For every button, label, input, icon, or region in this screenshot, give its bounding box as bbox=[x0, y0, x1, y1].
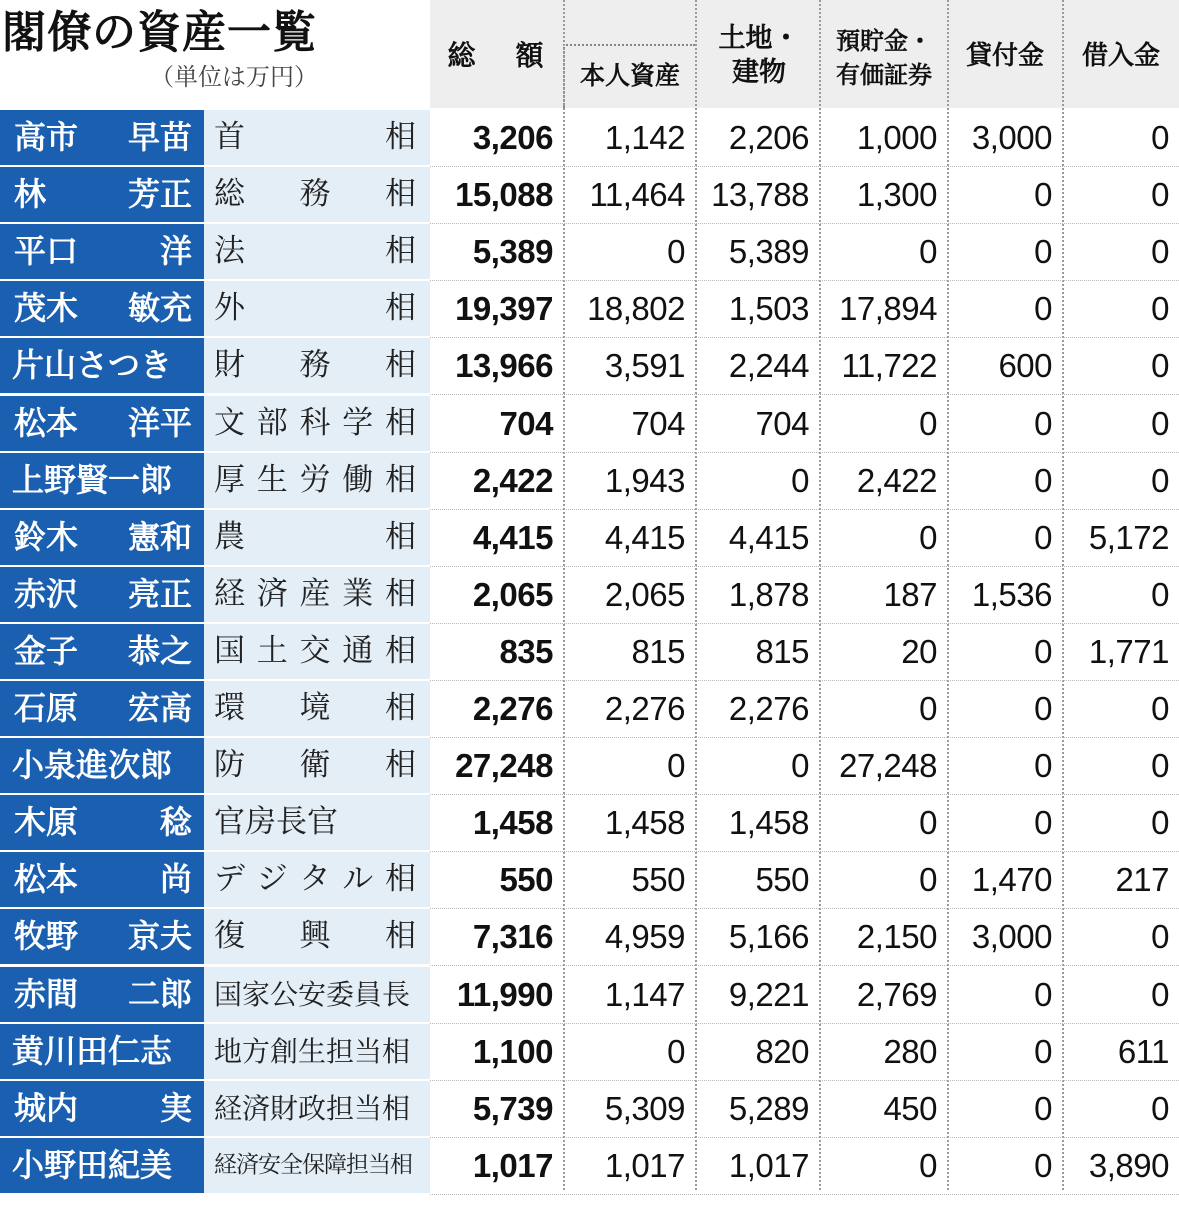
minister-surname: 平口 bbox=[14, 232, 79, 271]
minister-name-cell bbox=[0, 681, 204, 736]
land-buildings-cell: 815 bbox=[755, 632, 809, 670]
minister-name-cell bbox=[0, 967, 204, 1022]
savings-securities-cell: 0 bbox=[919, 861, 937, 899]
minister-surname: 松本 bbox=[14, 403, 79, 442]
minister-surname: 黄川田仁志 bbox=[12, 1031, 173, 1070]
minister-name-cell bbox=[0, 1138, 204, 1193]
minister-given-name: 二郎 bbox=[127, 974, 192, 1013]
minister-post-cell: 地方創生担当相 bbox=[204, 1024, 430, 1079]
land-buildings-cell: 5,289 bbox=[728, 1089, 809, 1127]
borrowings-cell: 0 bbox=[1151, 1089, 1169, 1127]
table-row bbox=[0, 396, 1179, 453]
land-buildings-cell: 0 bbox=[791, 747, 809, 785]
total-cell: 2,065 bbox=[472, 575, 553, 613]
minister-surname: 石原 bbox=[14, 689, 79, 727]
total-cell: 11,990 bbox=[456, 975, 553, 1013]
total-cell: 3,206 bbox=[472, 119, 553, 156]
borrowings-cell: 0 bbox=[1151, 804, 1169, 842]
land-buildings-cell: 4,415 bbox=[728, 518, 809, 556]
loans-cell: 0 bbox=[1034, 404, 1052, 442]
minister-name-cell bbox=[0, 281, 204, 336]
loans-cell: 0 bbox=[1034, 1089, 1052, 1127]
savings-securities-cell: 0 bbox=[919, 404, 937, 442]
header-savings-securities: 預貯金・ 有価証券 bbox=[836, 27, 932, 89]
table-row bbox=[0, 795, 1179, 852]
table-row bbox=[0, 1081, 1179, 1138]
borrowings-cell: 0 bbox=[1151, 233, 1169, 271]
row-divider bbox=[430, 1194, 1179, 1195]
total-cell: 835 bbox=[499, 632, 553, 670]
total-cell: 704 bbox=[499, 404, 553, 442]
minister-surname: 木原 bbox=[14, 803, 79, 842]
personal-assets-cell: 1,017 bbox=[604, 1146, 685, 1184]
table-row bbox=[0, 567, 1179, 624]
loans-cell: 1,536 bbox=[971, 575, 1052, 613]
personal-assets-cell: 2,276 bbox=[604, 690, 685, 727]
land-buildings-cell: 704 bbox=[755, 404, 809, 442]
minister-name-cell bbox=[0, 110, 204, 165]
header-borrowings: 借入金 bbox=[1081, 41, 1160, 71]
loans-cell: 0 bbox=[1034, 1146, 1052, 1184]
minister-name-cell bbox=[0, 909, 204, 964]
minister-given-name: 京夫 bbox=[127, 917, 192, 956]
minister-name-cell bbox=[0, 567, 204, 622]
personal-assets-cell: 1,943 bbox=[604, 461, 685, 499]
minister-given-name: 敏充 bbox=[127, 289, 192, 328]
borrowings-cell: 0 bbox=[1151, 176, 1169, 214]
total-cell: 1,017 bbox=[472, 1146, 553, 1184]
table-row bbox=[0, 967, 1179, 1024]
savings-securities-cell: 2,150 bbox=[856, 918, 937, 956]
minister-given-name: 芳正 bbox=[127, 175, 192, 214]
savings-securities-cell: 0 bbox=[919, 518, 937, 556]
minister-surname: 茂木 bbox=[14, 289, 79, 328]
personal-assets-cell: 11,464 bbox=[589, 176, 685, 214]
minister-given-name: 宏高 bbox=[127, 689, 192, 727]
total-cell: 27,248 bbox=[455, 747, 553, 785]
minister-name-cell bbox=[0, 396, 204, 451]
borrowings-cell: 0 bbox=[1151, 290, 1169, 328]
loans-cell: 0 bbox=[1034, 747, 1052, 785]
minister-post-cell: 官房長官 bbox=[204, 795, 430, 850]
total-cell: 13,966 bbox=[455, 347, 553, 385]
personal-assets-cell: 4,959 bbox=[604, 918, 685, 956]
minister-given-name: 稔 bbox=[159, 803, 192, 842]
loans-cell: 0 bbox=[1034, 461, 1052, 499]
minister-given-name: 洋平 bbox=[127, 403, 192, 442]
page-title: 閣僚の資産一覧 bbox=[2, 7, 317, 58]
table-row bbox=[0, 1138, 1179, 1195]
minister-given-name: 憲和 bbox=[127, 517, 192, 556]
total-cell: 2,422 bbox=[472, 461, 553, 499]
loans-cell: 3,000 bbox=[971, 119, 1052, 156]
savings-securities-cell: 2,769 bbox=[856, 975, 937, 1013]
table-row bbox=[0, 224, 1179, 281]
loans-cell: 0 bbox=[1034, 632, 1052, 670]
minister-surname: 金子 bbox=[14, 631, 79, 670]
personal-assets-cell: 1,458 bbox=[604, 804, 685, 842]
borrowings-cell: 3,890 bbox=[1088, 1146, 1169, 1184]
borrowings-cell: 0 bbox=[1151, 690, 1169, 727]
land-buildings-cell: 1,017 bbox=[728, 1146, 809, 1184]
minister-post-cell: 総 務 相 bbox=[204, 167, 430, 222]
table-row bbox=[0, 909, 1179, 966]
personal-assets-cell: 815 bbox=[631, 632, 685, 670]
table-row bbox=[0, 681, 1179, 738]
savings-securities-cell: 0 bbox=[919, 804, 937, 842]
minister-name-cell bbox=[0, 224, 204, 279]
minister-post-cell: 経済安全保障担当相 bbox=[204, 1138, 430, 1193]
loans-cell: 1,470 bbox=[971, 861, 1052, 899]
personal-assets-cell: 5,309 bbox=[604, 1089, 685, 1127]
personal-assets-cell: 4,415 bbox=[604, 518, 685, 556]
savings-securities-cell: 11,722 bbox=[841, 347, 937, 385]
land-buildings-cell: 5,166 bbox=[728, 918, 809, 956]
table-row bbox=[0, 281, 1179, 338]
table-row bbox=[0, 738, 1179, 795]
minister-surname: 小野田紀美 bbox=[12, 1145, 173, 1184]
total-cell: 2,276 bbox=[472, 690, 553, 727]
unit-label: （単位は万円） bbox=[150, 63, 318, 91]
minister-surname: 鈴木 bbox=[14, 517, 79, 556]
land-buildings-cell: 5,389 bbox=[728, 233, 809, 271]
minister-given-name: 亮正 bbox=[127, 574, 192, 613]
savings-securities-cell: 450 bbox=[883, 1089, 937, 1127]
total-cell: 19,397 bbox=[455, 290, 553, 328]
minister-surname: 赤沢 bbox=[14, 574, 79, 613]
personal-assets-cell: 704 bbox=[631, 404, 685, 442]
loans-cell: 0 bbox=[1034, 518, 1052, 556]
total-cell: 5,389 bbox=[472, 233, 553, 271]
personal-assets-cell: 1,142 bbox=[604, 119, 685, 156]
personal-assets-cell: 1,147 bbox=[604, 975, 685, 1013]
minister-name-cell bbox=[0, 852, 204, 907]
personal-assets-cell: 0 bbox=[667, 1032, 685, 1070]
minister-name-cell bbox=[0, 624, 204, 679]
savings-securities-cell: 17,894 bbox=[839, 290, 937, 328]
total-cell: 7,316 bbox=[472, 918, 553, 956]
savings-securities-cell: 1,000 bbox=[856, 119, 937, 156]
minister-post-cell: 国 土 交 通 相 bbox=[204, 624, 430, 679]
loans-cell: 0 bbox=[1034, 975, 1052, 1013]
borrowings-cell: 0 bbox=[1151, 918, 1169, 956]
personal-assets-cell: 0 bbox=[667, 233, 685, 271]
total-cell: 15,088 bbox=[455, 176, 553, 214]
savings-securities-cell: 20 bbox=[901, 632, 937, 670]
total-cell: 5,739 bbox=[472, 1089, 553, 1127]
land-buildings-cell: 1,458 bbox=[728, 804, 809, 842]
minister-post-cell: 農 相 bbox=[204, 510, 430, 565]
table-row bbox=[0, 1024, 1179, 1081]
personal-assets-cell: 3,591 bbox=[604, 347, 685, 385]
total-cell: 1,458 bbox=[472, 804, 553, 842]
minister-name-cell bbox=[0, 338, 204, 393]
minister-post-cell: 経 済 産 業 相 bbox=[204, 567, 430, 622]
loans-cell: 600 bbox=[998, 347, 1052, 385]
personal-assets-cell: 550 bbox=[631, 861, 685, 899]
minister-surname: 松本 bbox=[14, 860, 79, 899]
minister-surname: 上野賢一郎 bbox=[12, 460, 173, 499]
borrowings-cell: 0 bbox=[1151, 575, 1169, 613]
borrowings-cell: 0 bbox=[1151, 119, 1169, 156]
minister-post-cell: 文 部 科 学 相 bbox=[204, 396, 430, 451]
header-loans: 貸付金 bbox=[965, 41, 1044, 71]
table-row bbox=[0, 624, 1179, 681]
minister-surname: 林 bbox=[14, 175, 47, 214]
loans-cell: 0 bbox=[1034, 233, 1052, 271]
land-buildings-cell: 1,503 bbox=[728, 290, 809, 328]
minister-given-name: 尚 bbox=[159, 860, 192, 899]
minister-post-cell: 財 務 相 bbox=[204, 338, 430, 393]
minister-post-cell: 復 興 相 bbox=[204, 909, 430, 964]
borrowings-cell: 0 bbox=[1151, 975, 1169, 1013]
personal-assets-cell: 0 bbox=[667, 747, 685, 785]
savings-securities-cell: 27,248 bbox=[839, 747, 937, 785]
minister-surname: 小泉進次郎 bbox=[12, 746, 173, 785]
total-cell: 1,100 bbox=[472, 1032, 553, 1070]
borrowings-cell: 0 bbox=[1151, 461, 1169, 499]
minister-name-cell bbox=[0, 167, 204, 222]
personal-assets-cell: 18,802 bbox=[587, 290, 685, 328]
land-buildings-cell: 9,221 bbox=[728, 975, 809, 1013]
minister-given-name: 早苗 bbox=[127, 118, 192, 156]
minister-name-cell bbox=[0, 795, 204, 850]
minister-post-cell: 外 相 bbox=[204, 281, 430, 336]
savings-securities-cell: 280 bbox=[883, 1032, 937, 1070]
land-buildings-cell: 2,206 bbox=[728, 119, 809, 156]
land-buildings-cell: 0 bbox=[791, 461, 809, 499]
land-buildings-cell: 2,276 bbox=[728, 690, 809, 727]
minister-post-cell: 厚 生 労 働 相 bbox=[204, 453, 430, 508]
minister-name-cell bbox=[0, 1081, 204, 1136]
land-buildings-cell: 1,878 bbox=[728, 575, 809, 613]
minister-post-cell: 法 相 bbox=[204, 224, 430, 279]
savings-securities-cell: 2,422 bbox=[856, 461, 937, 499]
savings-securities-cell: 187 bbox=[883, 575, 937, 613]
table-row bbox=[0, 852, 1179, 909]
header-personal-assets: 本人資産 bbox=[579, 61, 680, 90]
borrowings-cell: 5,172 bbox=[1088, 518, 1169, 556]
minister-name-cell bbox=[0, 738, 204, 793]
borrowings-cell: 0 bbox=[1151, 347, 1169, 385]
total-cell: 4,415 bbox=[472, 518, 553, 556]
minister-post-cell: 防 衛 相 bbox=[204, 738, 430, 793]
table-row bbox=[0, 510, 1179, 567]
minister-post-cell: 国家公安委員長 bbox=[204, 967, 430, 1022]
minister-name-cell bbox=[0, 510, 204, 565]
land-buildings-cell: 13,788 bbox=[711, 176, 809, 214]
minister-given-name: 実 bbox=[159, 1088, 192, 1127]
savings-securities-cell: 0 bbox=[919, 1146, 937, 1184]
minister-name-cell bbox=[0, 453, 204, 508]
borrowings-cell: 611 bbox=[1117, 1032, 1169, 1070]
header-total: 総 額 bbox=[447, 39, 550, 72]
minister-surname: 城内 bbox=[14, 1088, 79, 1127]
loans-cell: 3,000 bbox=[971, 918, 1052, 956]
table-row bbox=[0, 453, 1179, 510]
savings-securities-cell: 1,300 bbox=[856, 176, 937, 214]
land-buildings-cell: 550 bbox=[755, 861, 809, 899]
minister-post-cell: デ ジ タ ル 相 bbox=[204, 852, 430, 907]
minister-surname: 片山さつき bbox=[12, 346, 173, 385]
loans-cell: 0 bbox=[1034, 176, 1052, 214]
total-cell: 550 bbox=[499, 861, 553, 899]
table-row bbox=[0, 167, 1179, 224]
savings-securities-cell: 0 bbox=[919, 233, 937, 271]
table-row bbox=[0, 338, 1179, 395]
minister-surname: 高市 bbox=[14, 118, 79, 156]
borrowings-cell: 0 bbox=[1151, 747, 1169, 785]
minister-given-name: 恭之 bbox=[127, 631, 192, 670]
loans-cell: 0 bbox=[1034, 290, 1052, 328]
personal-assets-cell: 2,065 bbox=[604, 575, 685, 613]
loans-cell: 0 bbox=[1034, 690, 1052, 727]
minister-post-cell: 首 相 bbox=[204, 110, 430, 165]
minister-post-cell: 環 境 相 bbox=[204, 681, 430, 736]
borrowings-cell: 1,771 bbox=[1088, 632, 1169, 670]
loans-cell: 0 bbox=[1034, 1032, 1052, 1070]
minister-surname: 赤間 bbox=[14, 974, 79, 1013]
minister-post-cell: 経済財政担当相 bbox=[204, 1081, 430, 1136]
land-buildings-cell: 820 bbox=[755, 1032, 809, 1070]
header-land-buildings: 土地・ 建物 bbox=[718, 23, 800, 88]
borrowings-cell: 0 bbox=[1151, 404, 1169, 442]
borrowings-cell: 217 bbox=[1115, 861, 1169, 899]
table-row bbox=[0, 110, 1179, 167]
loans-cell: 0 bbox=[1034, 804, 1052, 842]
savings-securities-cell: 0 bbox=[919, 690, 937, 727]
land-buildings-cell: 2,244 bbox=[728, 347, 809, 385]
minister-given-name: 洋 bbox=[159, 232, 192, 271]
minister-name-cell bbox=[0, 1024, 204, 1079]
minister-surname: 牧野 bbox=[14, 917, 79, 956]
